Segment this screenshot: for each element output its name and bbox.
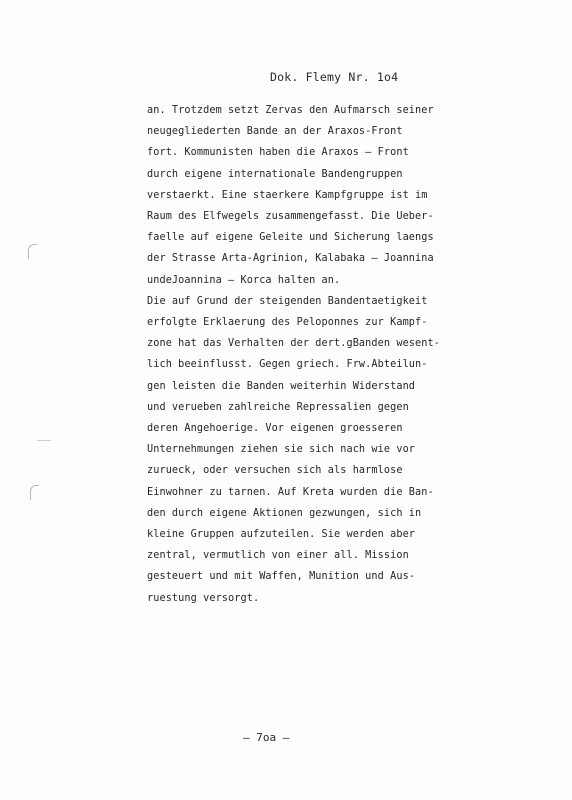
text-line: lich beeinflusst. Gegen griech. Frw.Abteilun- — [147, 359, 428, 371]
text-line: durch eigene internationale Bandengruppen — [147, 168, 403, 180]
text-line: faelle auf eigene Geleite und Sicherung laengs — [147, 232, 434, 244]
text-line: den durch eigene Aktionen gezwungen, sich in — [147, 507, 422, 519]
text-line: neugegliederten Bande an der Araxos-Front — [147, 126, 403, 138]
text-line: Die auf Grund der steigenden Bandentaetigkeit — [147, 295, 428, 307]
text-line: zurueck, oder versuchen sich als harmlose — [147, 465, 403, 477]
page-number: – 7oa – — [243, 731, 290, 744]
text-line: verstaerkt. Eine staerkere Kampfgruppe ist im — [147, 189, 428, 201]
text-line: der Strasse Arta-Agrinion, Kalabaka – Joannina — [147, 253, 434, 265]
text-line: ruestung versorgt. — [147, 592, 260, 604]
text-line: gesteuert und mit Waffen, Munition und Aus- — [147, 571, 416, 583]
text-line: gen leisten die Banden weiterhin Widerstand — [147, 380, 416, 392]
margin-mark — [30, 485, 39, 500]
text-line: und verueben zahlreiche Repressalien gegen — [147, 401, 409, 413]
text-line: kleine Gruppen aufzuteilen. Sie werden aber — [147, 529, 416, 541]
text-line: undeJoannina – Korca halten an. — [147, 274, 341, 286]
text-line: erfolgte Erklaerung des Peloponnes zur Kampf- — [147, 317, 428, 329]
text-line: Einwohner zu tarnen. Auf Kreta wurden die Ban- — [147, 486, 434, 498]
text-line: Unternehmungen ziehen sie sich nach wie vor — [147, 444, 416, 456]
text-line: zone hat das Verhalten der dert.gBanden wesent- — [147, 338, 440, 350]
text-line: Raum des Elfwegels zusammengefasst. Die Ueber- — [147, 211, 434, 223]
text-line: fort. Kommunisten haben die Araxos – Front — [147, 147, 409, 159]
text-line: zentral, vermutlich von einer all. Mission — [147, 550, 409, 562]
document-header: Dok. Flemy Nr. 1o4 — [270, 70, 399, 84]
document-body — [147, 100, 567, 609]
margin-mark — [28, 244, 37, 259]
text-line: an. Trotzdem setzt Zervas den Aufmarsch seiner — [147, 105, 434, 116]
margin-mark — [37, 440, 51, 442]
text-line: deren Angehoerige. Vor eigenen groesseren — [147, 423, 403, 435]
